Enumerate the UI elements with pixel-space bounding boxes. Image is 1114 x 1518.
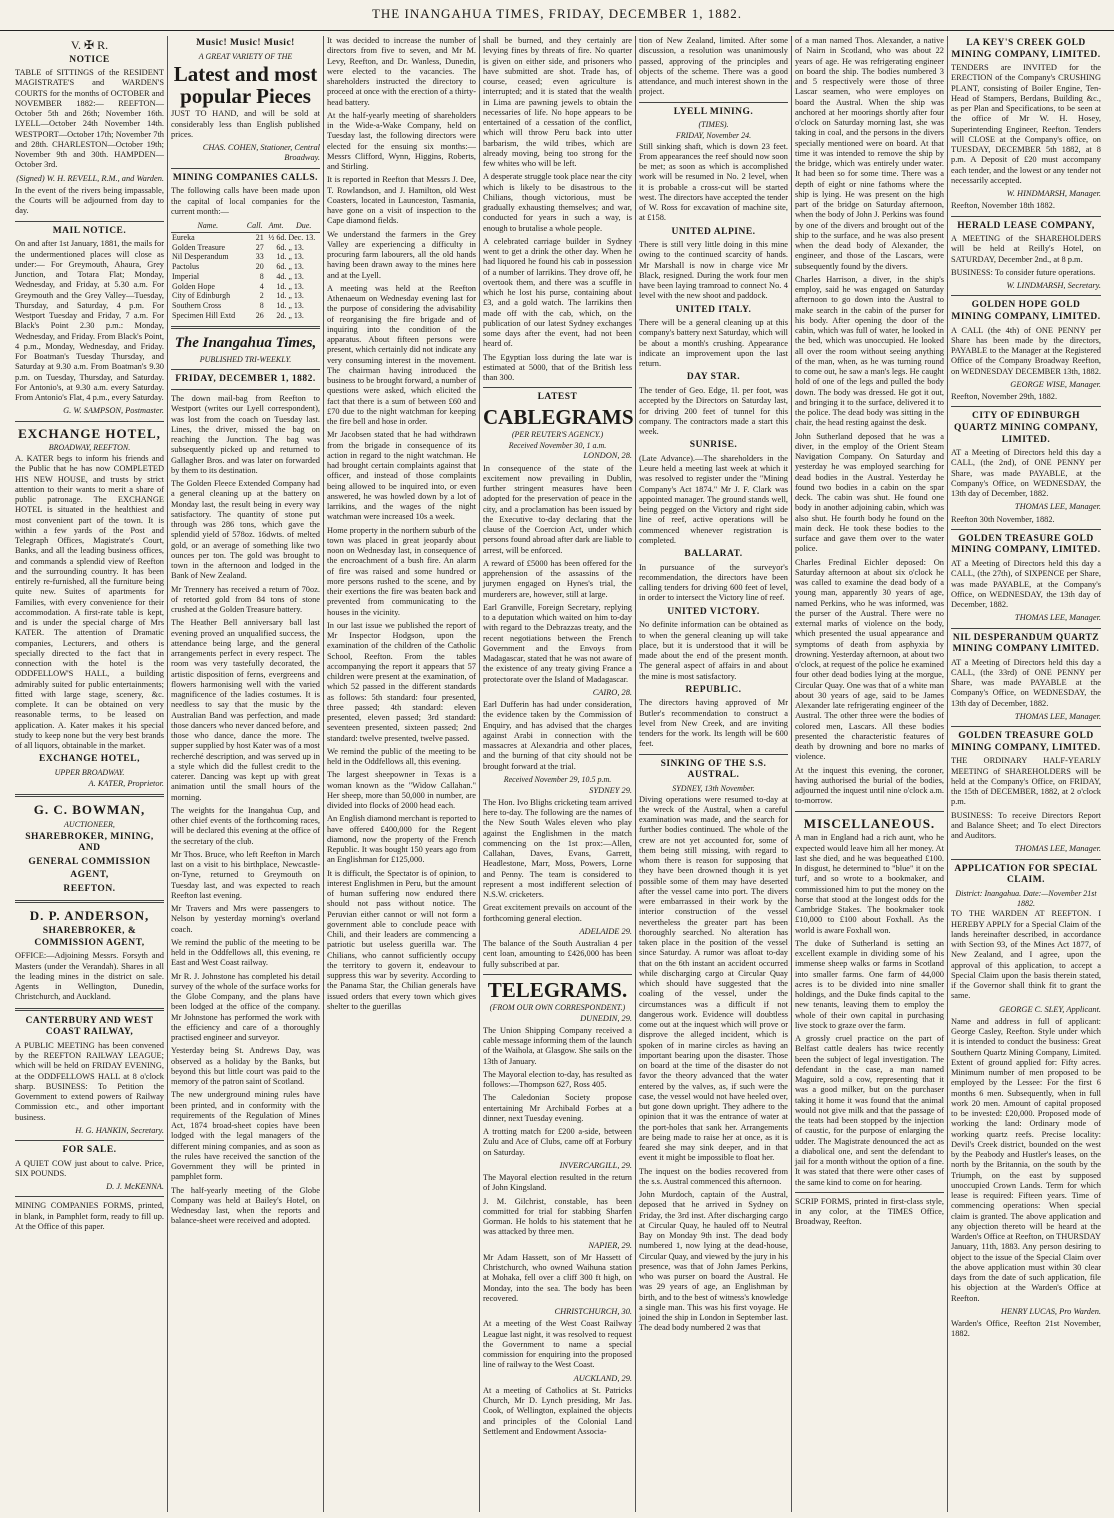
call-company: Imperial — [172, 271, 200, 281]
music-subheading: A GREAT VARIETY OF THE — [198, 51, 293, 61]
hotel-footer-1: EXCHANGE HOTEL, — [39, 754, 140, 765]
bowman-line-1: AUCTIONEER, — [64, 819, 115, 829]
special-claim-signature: GEORGE C. SLEY, Applicant. — [999, 1004, 1101, 1014]
hotel-ad-text: A. KATER begs to inform his friends and the Public that he has now COMPLETED HIS NEW HOUSE, and trusts by strict attention to their wants to merit a share of public patronage. The EXCHANGE HOTEL is situated in the healthiest and most convenient part of the town. It is within a few yards of the Post and Telegraph Offices, Magistrate's Court, Banks, and all the leading business offices, and commands a splendid view of Reefton and the surrounding country. It has been entirely re-furnished, all the furniture being quite new. Suites of apartments for Families, with every convenience for their accommodation. A first-rate table is kept, and is under the special charge of Mrs KATER. The attention of Dramatic companies, Lecturers, and others is specially directed to the fact that in connection with the hotel is the ODDFELLOW'S HALL, a building admirably suited for public entertainments; fitted with large stage, scenery, &c. complete. It can be obtained on very reasonable terms, to be leased on application. A. Kater makes it his special study to keep none but the very best brands of all liquors, obtainable in the market. — [15, 454, 164, 751]
cable-paragraph: The balance of the South Australian 4 per cent loan, amounting to £426,000 has been fully subscribed at par. — [483, 939, 632, 969]
call-number: 20 — [255, 262, 264, 271]
news-paragraph: Mr Travers and Mrs were passengers to Nelson by yesterday morning's overland coach. — [171, 904, 320, 934]
table-row — [171, 232, 320, 242]
call-due: „ 13. — [288, 271, 304, 281]
creek-text: TENDERS are INVITED for the ERECTION of the Company's CRUSHING PLANT, consisting of Boiler Engine, Ten-Head of Stampers, Berdans, Building &c., as per Plan and Specifications, to be seen at the office of Mr W. H. Hosey, Superintending Engineer, Reefton. Tenders will CLOSE at the Company's office, on TUESDAY, DECEMBER 5th 1882, at 8 p.m. A Deposit of £20 must accompany each tender, and the lowest or any tender not necessarily accepted. — [951, 63, 1101, 185]
calls-col-name: Name. — [171, 220, 245, 232]
dateline: SYDNEY 29. — [589, 785, 632, 795]
dateline: CAIRO, 28. — [592, 687, 632, 697]
call-company: Eureka — [172, 232, 195, 242]
dateline: DUNEDIN, 29. — [580, 1013, 632, 1023]
dateline: ADELAIDE 29. — [579, 926, 632, 936]
newspaper-page — [12, 36, 1104, 1512]
nil-desperandum-text: AT a Meeting of Directors held this day a CALL, (the 33rd) of ONE PENNY per Share, was made PAYABLE at the Company's Office, on WEDNESDAY, the 13th day of December, 1882. — [951, 657, 1101, 708]
golden-treasure-2-text: THE ORDINARY HALF-YEARLY MEETING of SHAREHOLDERS will be held at the Company's Office, on FRIDAY, the 15th of DECEMBER, 1882, at 2 o'clock p.m. — [951, 756, 1101, 807]
railway-text: A PUBLIC MEETING has been convened by the REEFTON RAILWAY LEAGUE; which will be held on FRIDAY EVENING, at the ODDFELLOWS HALL at 8 o'clock sharp. BUSINESS: To Petition the Government to extend powers of Railway Commission etc., and other important business. — [15, 1040, 164, 1122]
news-paragraph: It was decided to increase the number of directors from five to seven, and Mr M. Levy, Reefton, and Dr. Wanless, Dunedin, were elected to the vacancies. The shareholders instructed the directory to proceed at once with the erection of a thirty-head battery. — [327, 36, 476, 107]
table-row — [171, 282, 320, 292]
call-number: 33 — [255, 252, 264, 262]
column-7 — [948, 36, 1104, 1512]
call-number: 8 — [259, 301, 264, 310]
united-victory-heading: UNITED VICTORY. — [667, 606, 760, 617]
call-company: Southern Cross — [172, 301, 222, 310]
column-6 — [792, 36, 948, 1512]
call-number: 27 — [255, 242, 264, 252]
hotel-footer-2: UPPER BROADWAY. — [54, 767, 125, 777]
news-paragraph: The Heather Bell anniversary ball last evening proved an unqualified success, the attendance being large, and the general arrangements perfect in every respect. The room was very tastefully decorated, the artistic disposition of ferns, evergreens and flowers harmonising well with the varied magnificence of the ladies costumes. It is needless to say that the music by the Australian Band was perfection, and made those dancers who never danced before, and those who dance, dance the more. The supper supplied by host Kater was of a most recherché description, and was served up in a style which did the fullest credit to the caterer. Dancing was kept up with great animation until the small hours of the morning. — [171, 618, 320, 802]
golden-hope-date: Reefton, November 29th, 1882. — [951, 392, 1058, 402]
ballarat-heading: BALLARAT. — [684, 549, 743, 560]
united-italy-heading: UNITED ITALY. — [675, 304, 752, 315]
golden-treasure-heading: GOLDEN TREASURE GOLD MINING COMPANY, LIMITED. — [951, 533, 1101, 556]
telegram-paragraph: The Union Shipping Company received a cable message informing them of the launch of the Waihola, at Glasgow. She sails on the 13th of January. — [483, 1025, 632, 1066]
sunrise-heading: SUNRISE. — [689, 440, 738, 451]
notice-extra-text: In the event of the rivers being impassable, the Courts will be adjourned from day to day. — [15, 185, 164, 216]
telegram-paragraph: The Caledonian Society propose entertaining Mr Archibald Forbes at a dinner, next Tuesday evening. — [483, 1093, 632, 1123]
day-star-heading: DAY STAR. — [686, 372, 741, 383]
anderson-heading: D. P. ANDERSON, — [29, 908, 150, 924]
news-paragraph: A celebrated carriage builder in Sydney went to get a drink the other day. When he had liquored he found his cab in possession of a number of larrikins. They drove off, he overtook them, and there was a scuffle in which he lost his purse, containing about £3, and a gold watch. The larrikins then made off with the cab, which, on the publication of our latest Sydney exchanges some days after the event, had not been heard of. — [483, 236, 632, 349]
news-paragraph: At the half-yearly meeting of shareholders in the Wide-a-Wake Company, held on Tuesday last, the following directors were elected for the ensuing six months:—Messrs Clifford, Wynn, Higgins, Roberts, and Stirling. — [327, 110, 476, 171]
news-paragraph: The largest sheepowner in Texas is a woman known as the "Widow Callahan." Her sheep, more than 50,000 in number, are divided into flocks of 2000 head each. — [327, 770, 476, 810]
city-edinburgh-date: Reefton 30th November, 1882. — [951, 514, 1055, 524]
day-star-text: The tender of Geo. Edge, 1l. per foot, was accepted by the Directors on Saturday last, for driving 200 feet of tunnel for this company. The contractors made a start this week. — [639, 386, 788, 437]
notice-signature: (Signed) W. H. REVELL, R.M., and Warden. — [16, 173, 164, 183]
received-line: Received November 30, 1 a.m. — [508, 440, 607, 450]
cablegrams-heading: CABLEGRAMS — [483, 404, 634, 429]
news-paragraph: A desperate struggle took place near the city which is likely to be disastrous to the Chilians, though victorious, must be gradually exhausting themselves; and war, conducted for years in such a way, is enough to brutalise a whole people. — [483, 172, 632, 233]
call-company: Nil Desperandum — [172, 252, 229, 262]
music-heading: Music! Music! Music! — [196, 38, 295, 48]
call-due: „ 13. — [288, 262, 304, 271]
call-company: Specimen Hill Extd — [172, 310, 236, 320]
telegram-paragraph: At a meeting of the West Coast Railway League last night, it was resolved to request the Government to name a special commission for enquiring into the proposed line of railway to the West Coast. — [483, 1319, 632, 1370]
telegram-paragraph: Mr Adam Hassett, son of Mr Hassett of Christchurch, who owned Waihuna station at Mohaka, fell over a cliff 300 ft high, on Monday, into the sea. The body has been recovered. — [483, 1252, 632, 1303]
call-number: 2 — [259, 291, 264, 301]
sunrise-text: (Late Advance).—The shareholders in the Leure held a meeting last week at which it was resolved to register under the "Mining Company's Act 1874." Mr J. F. Clark was appointed manager. The ground stands well, being pegged on the Victory and right side line of reef, active operations will be commenced whenever registration is completed. — [639, 453, 788, 545]
table-row — [171, 252, 320, 262]
telegram-paragraph: A trotting match for £200 a-side, between Zulu and Ace of Clubs, came off at Forbury on Saturday. — [483, 1127, 632, 1157]
nil-desperandum-heading: NIL DESPERANDUM QUARTZ MINING COMPANY LIMITED. — [952, 632, 1100, 655]
austral-text-2: The inquest on the bodies recovered from the s.s. Austral commenced this afternoon. — [639, 1166, 788, 1186]
call-due: „ 13. — [288, 242, 304, 252]
column-4 — [480, 36, 636, 1512]
hotel-heading: EXCHANGE HOTEL, — [18, 425, 161, 441]
herald-business: BUSINESS: To consider future operations. — [951, 267, 1096, 277]
royal-crest-icon: V. ✠ R. — [70, 38, 109, 52]
herald-heading: HERALD LEASE COMPANY, — [957, 220, 1095, 231]
cablegrams-subheading: (PER REUTER'S AGENCY.) — [511, 429, 604, 439]
call-number: 8 — [259, 271, 264, 281]
news-paragraph: tion of New Zealand, limited. After some discussion, a resolution was unanimously passed, approving of the principles and objects of the scheme. There was a good attendance, and much interest shown in the project. — [639, 36, 788, 97]
notice-heading: NOTICE — [69, 54, 110, 65]
for-sale-text: A QUIET COW just about to calve. Price, SIX POUNDS. — [15, 1158, 164, 1178]
lyell-mining-sub: (TIMES). — [698, 120, 729, 130]
table-row — [171, 301, 320, 311]
court-sittings-text: TABLE of SITTINGS of the RESIDENT MAGISTRATE'S and WARDEN'S COURTS for the months of OCTOBER and NOVEMBER 1882:— REEFTON—October 5th and 26th; November 16th. LYELL—October 24th November 14th. WESTPORT—October 17th; November 7th and 28th. CHARLESTON—October 19th; November 9th and 30th. HAMPDEN—October 3rd. — [15, 68, 164, 170]
call-amount: 1d. — [276, 301, 287, 310]
dateline: CHRISTCHURCH, 30. — [554, 1307, 632, 1317]
hotel-subheading: BROADWAY, REEFTON. — [48, 443, 131, 453]
news-paragraph: Mr Jacobsen stated that he had withdrawn from the brigade in consequence of its action in regard to the night watchman. He had brought certain complaints against that officer, and instead of those complaints being allowed to be inquired into, or even answered, he was howled down by a lot of larrikins, and the wages of the night watchman were increased 10s a week. — [327, 430, 476, 522]
misc-paragraph: The duke of Sutherland is setting an excellent example in dividing some of his immense sheep walks or farms in Scotland into smaller farms. One farm of 44,000 acres is to be divided into nine smaller holdings, and the Duke finds capital to the new tenants, leaving them to employ the whole of their own capital in purchasing live stock to graze over the farm. — [795, 938, 944, 1030]
calls-table — [171, 220, 320, 321]
call-number: 26 — [255, 310, 264, 320]
cable-paragraph: Great excitement prevails on account of the forthcoming general election. — [483, 903, 632, 923]
news-paragraph: Mr Trennery has received a return of 70oz. of retorted gold from 84 tons of stone crushed at the Golden Treasure battery. — [171, 584, 320, 615]
bowman-heading: G. C. BOWMAN, — [33, 801, 146, 817]
special-claim-warden: HENRY LUCAS, Pro Warden. — [1000, 1306, 1101, 1316]
music-text: JUST TO HAND, and will be sold at considerably less than English published prices. — [171, 109, 320, 139]
column-2 — [168, 36, 324, 1512]
music-big-heading: Latest and most popular Pieces — [173, 62, 318, 109]
call-amount: 2d. — [276, 310, 287, 320]
mail-notice-signature: G. W. SAMPSON, Postmaster. — [63, 406, 164, 416]
austral-heading: SINKING OF THE S.S. AUSTRAL. — [660, 758, 767, 781]
golden-treasure-2-heading: GOLDEN TREASURE GOLD MINING COMPANY, LIMITED. — [951, 731, 1101, 753]
calls-intro: The following calls have been made upon the capital of local companies for the current month:— — [171, 186, 320, 216]
herald-signature: W. LINDMARSH, Secretary. — [1006, 281, 1101, 291]
anderson-line-1: SHAREBROKER, & COMMISSION AGENT, — [34, 926, 145, 948]
news-paragraph: It is reported in Reefton that Messrs J. Dee, T. Rowlandson, and J. Hamilton, old West Coasters, located in Launceston, Tasmania, have gone on a visit of inspection to the Cape diamond fields. — [327, 175, 476, 226]
special-claim-heading: APPLICATION FOR SPECIAL CLAIM. — [954, 863, 1098, 886]
column-1 — [12, 36, 168, 1512]
news-paragraph: The Egyptian loss during the late war is estimated at 5000, that of the British less than 300. — [483, 352, 632, 382]
golden-treasure-text: AT a Meeting of Directors held this day a CALL, (the 27th), of SIXPENCE per Share, was made PAYABLE, at the Company's Office, on WEDNESDAY, the 13th day of December, 1882. — [951, 559, 1101, 610]
misc-paragraph: A grossly cruel practice on the part of Belfast cattle dealers has twice recently been the subject of legal investigation. The defendant in the case, a man named Maguire, sold a cow, representing that it was a good milker, but on the purchaser taking it home it was found that the animal would not give milk and that the passage of the teats had been stopped by the injection of caustic, for the purpose of enlarging the udder. The Magistrate denounced the act as a diabolical one, and sent the defendant to jail for a month without the option of a fine. It was stated that there were other cases of the same kind to come on for hearing. — [795, 1034, 944, 1187]
for-sale-heading: FOR SALE. — [62, 1145, 117, 1156]
news-paragraph: Charles Fredinal Eichler deposed: On Saturday afternoon at about six o'clock he was called to examine the dead body of a young man, apparently 30 years of age, named Perkins, who he was informed, was the purser of the Austral. There were no external marks of violence on the body, which presented the usual appearance and symptoms of death from asphyxia by drowning. Yesterday afternoon, at about two o'clock, at request of the police he examined four other dead bodies lying at the morgue, Circular Quay. One was that of a white man about 30 years of age, said to be James Alexander late refrigerating engineer of the Austral. The other three were the bodies of colored men, Lascars. All these bodies presented the characteristic features of death by drowning and bore no marks of violence. — [795, 557, 944, 762]
news-paragraph: We understand the farmers in the Grey Valley are experiencing a difficulty in procuring farm labourers, all the old hands having been drawn away to the mines here and at the Lyell. — [327, 229, 476, 280]
golden-treasure-signature: THOMAS LEE, Manager. — [1014, 613, 1101, 623]
mail-notice-heading: MAIL NOTICE. — [52, 225, 127, 236]
call-number: 4 — [259, 281, 264, 291]
creek-date: Reefton, November 18th 1882. — [951, 201, 1055, 211]
masthead: THE INANGAHUA TIMES, FRIDAY, DECEMBER 1, 1882. — [0, 0, 1114, 31]
call-due: Dec. 13. — [288, 232, 316, 242]
golden-treasure-2-signature: THOMAS LEE, Manager. — [1014, 844, 1101, 854]
hotel-proprietor: A. KATER, Proprietor. — [88, 778, 164, 788]
telegram-paragraph: J. M. Gilchrist, constable, has been committed for trial for stabbing Sharfen Gorman. He holds to his statement that he was attacked by three men. — [483, 1196, 632, 1237]
latest-heading: LATEST — [537, 392, 578, 403]
dateline: INVERCARGILL, 29. — [559, 1160, 632, 1170]
table-row — [171, 272, 320, 282]
news-paragraph: The down mail-bag from Reefton to Westport (writes our Lyell correspondent), was lost from the coach on Tuesday last. Lines, the driver, missed the bag on reaching the Junction. The bag was subsequently picked up and returned to Gallagher Bros. and was later on forwarded by them to its destination. — [171, 394, 320, 475]
cable-paragraph: Earl Dufferin has had under consideration, the evidence taken by the Commission of Enquiry, and has advised that the charges against Arabi in connection with the massacres at Alexandria and other places, and the burning of that city should not be brought forward at the trial. — [483, 700, 632, 771]
news-paragraph: John Sutherland deposed that he was a diver, in the employ of the Orient Steam Navigation Company. On Saturday and yesterday he was employed searching for dead bodies in the Austral. Yesterday he found two bodies in a cabin on the spar deck. The cabin was shut. He found one body in another adjoining cabin, which was also shut. He fourth body he found on the main deck. He took these bodies to the surface and gave them over to the water police. — [795, 431, 944, 554]
news-paragraph: of a man named Thos. Alexander, a native of Nairn in Scotland, who was about 22 years of age. He was refrigerating engineer on board the ship. The bodies numbered 3 and 5 respectively were those of three Lascar seamen, who were employes on board the Austral. When the ship was anchored at her moorings shortly after four o'clock on Saturday morning last, she was taking in coal, and the persons in the divers specially mentioned were on board. At that time it was intended to remove the ship by the bridge, which was entirely under water. It had been so for some time. There was a depth of eight or nine fathoms where the ship is lying. He was present on the high part of the bridge on Saturday afternoon, when the body of John J. Perkins was found by one of the divers and brought out of the ship to the surface, and he was also present when the dead body of Alexander, the engineer, and those of the Lascars, were subsequently found by the divers. — [795, 36, 944, 271]
paper-subtitle: PUBLISHED TRI-WEEKLY. — [199, 354, 292, 364]
news-paragraph: Mr Thos. Bruce, who left Reefton in March last on a visit to his birthplace, Newcastle-on-Tyne, returned to Greymouth on Tuesday last, and was expected to reach Reefton last evening. — [171, 849, 320, 900]
table-row — [171, 262, 320, 272]
golden-hope-text: A CALL (the 4th) of ONE PENNY per Share has been made by the directors, PAYABLE to the Manager at the Registered Office of the Company Broadway Reefton, on WEDNESDAY DECEMBER 13th, 1882. — [951, 325, 1101, 376]
united-victory-text: No definite information can be obtained as to when the general cleaning up will take place, but it is understood that it will be made about the end of the present month. The general aspect of affairs in and about the mine is most satisfactory. — [639, 620, 788, 681]
call-amount: 1d. — [276, 291, 287, 301]
news-paragraph: At the inquest this evening, the coroner, having authorised the burial of the bodies, adjourned the inquest until nine o'clock a.m. to-morrow. — [795, 765, 944, 806]
dateline: LONDON, 28. — [583, 451, 632, 461]
creek-heading: LA KEY'S CREEK GOLD MINING COMPANY, LIMITED. — [951, 38, 1101, 60]
mining-forms-ad: MINING COMPANIES FORMS, printed, in blank, in Pamphlet form, ready to fill up. At the Office of this paper. — [15, 1201, 164, 1231]
creek-signature: W. HINDMARSH, Manager. — [1006, 189, 1101, 199]
lyell-mining-heading: LYELL MINING. — [673, 106, 754, 117]
bowman-line-2: SHAREBROKER, MINING, AND — [25, 831, 154, 854]
republic-heading: REPUBLIC. — [685, 684, 742, 695]
news-paragraph: It is difficult, the Spectator is of opinion, to interest Englishmen in Peru, but the amount of human suffering now endured there should not pass without notice. The Peruvian either cannot or will not form a government able to conclude peace with Chili, and their leaders are commencing a patriotic but useless guerilla war. The Chilians, who cannot sufficiently occupy the territory to govern it, endeavour to suppress this war by severity. According to the Panama Star, the Chilian generals have issued orders that every town which gives shelter to the guerillas — [327, 868, 476, 1011]
column-5 — [636, 36, 792, 1512]
news-paragraph: The weights for the Inangahua Cup, and other chief events of the forthcoming races, will be declared this evening at the office of the secretary of the club. — [171, 805, 320, 846]
telegram-paragraph: The Mayoral election resulted in the return of John Kingsland. — [483, 1173, 632, 1193]
call-company: City of Edinburgh — [172, 291, 231, 301]
telegram-paragraph: At a meeting of Catholics at St. Patricks Church, Mr D. Lynch presiding, Mr Jas. Cook, of Wellington, explained the objects and principles of the Colonial Land Settlement and Endowment Associa- — [483, 1385, 632, 1436]
news-paragraph: Home property in the northern suburb of the town was placed in great jeopardy about noon on Wednesday last, in consequence of the encroachment of a bush fire. An alarm of fire was raised and some hundred or more persons rushed to the scene, and by their exertions the fire was beaten back and prevented from communicating to the houses in the vicinity. — [327, 525, 476, 617]
herald-text: A MEETING of the SHAREHOLDERS will be held at Reilly's Hotel, on SATURDAY, December 2nd., at 8 p.m. — [951, 234, 1101, 264]
news-paragraph: The new underground mining rules have been printed, and in conformity with the requirements of the Regulation of Mines Act, 1874 broad-sheet copies have been lodged with the legal managers of the different mining companies, and as soon as the rules have received the sanction of the Government they will be printed in pamphlet form. — [171, 1090, 320, 1182]
call-due: „ 13. — [288, 281, 304, 291]
golden-treasure-2-business: BUSINESS: To receive Directors Report and Balance Sheet; and To elect Directors and Auditors. — [951, 810, 1101, 841]
telegrams-heading: TELEGRAMS. — [487, 977, 628, 1002]
telegrams-subheading: (FROM OUR OWN CORRESPONDENT.) — [489, 1002, 626, 1012]
bowman-line-3: GENERAL COMMISSION — [28, 856, 151, 867]
united-alpine-heading: UNITED ALPINE. — [671, 226, 756, 237]
column-3 — [324, 36, 480, 1512]
mail-notice-text: On and after 1st January, 1881, the mails for the undermentioned places will close as under:— For Greymouth, Ahaura, Grey Junction, and Totara Flat; Monday, Wednesday, and Friday, at 5.30 a.m. For Greymouth and the Grey Valley—Tuesday, Thursday, and Saturday, 4 p.m. For Westport Tuesday and Friday, 7 a.m. For Black's Point 2.30 p.m.: Monday, Wednesday, and Friday. From Black's Point, 4 p.m., Monday, Wednesday, and Friday. For Boatman's Tuesday Thursday, and Saturday at 9.30 a.m. From Boatman's 9.30 p.m. on Tuesday, Thursday, and Saturday. For Antonio's, at 9.30 a.m. every Saturday. From Antonio's Flat, 4 p.m., every Saturday. — [15, 239, 164, 403]
calls-col-call: Call. — [245, 220, 265, 232]
ballarat-text: In pursuance of the surveyor's recommendation, the directors have been calling tenders for driving 600 feet of level, in order to intersect the Victory line of reef. — [639, 562, 788, 603]
paper-nameplate: The Inangahua Times, — [174, 334, 317, 351]
telegram-paragraph: The Mayoral election to-day, has resulted as follows:—Thompson 627, Ross 405. — [483, 1069, 632, 1090]
call-amount: ½ 6d. — [268, 232, 287, 242]
call-company: Pactolus — [172, 262, 200, 271]
news-paragraph: A meeting was held at the Reefton Athenaeum on Wednesday evening last for the purpose of considering the advisability of reorganising the fire brigade and of inquiring into the condition of the apparatus. About fifteen persons were present, which certainly did not indicate any very consuming interest in the movement. The chairman having introduced the business to be brought forward, a number of questions were asked, which elicited the fact that there is a sum of between £60 and £70 due to the night watchman for keeping the fire bell and hose in order. — [327, 283, 476, 426]
miscellaneous-heading: MISCELLANEOUS. — [803, 815, 936, 831]
news-paragraph: We remind the public of the meeting to be held in the Oddfellows all, this evening, re East and West Coast railway. — [171, 937, 320, 968]
received-line: Received November 29, 10.5 p.m. — [503, 774, 612, 784]
call-amount: 1d. — [276, 281, 287, 291]
table-row — [171, 291, 320, 301]
calls-col-amt: Amt. — [265, 220, 288, 232]
call-amount: 6d. — [276, 262, 287, 271]
bowman-line-5: REEFTON. — [63, 883, 116, 894]
united-alpine-text: There is still very little doing in this mine owing to the continued scarcity of hands. Mr Marshall is now in charge vice Mr Black, resigned. During the work four men have been laying tramroad to connect No. 4 level with the new shoot and paddock. — [639, 240, 788, 301]
special-claim-text: TO THE WARDEN AT REEFTON. I HEREBY APPLY for a Special Claim of the lands hereinafter described, in accordance with Section 93, of the Mines Act 1877, of New Zealand, and I agree, upon the approval of this application, to accept a Special Claim upon the basis therein stated, if the Governor shall think fit to grant the same. — [951, 909, 1101, 1001]
lyell-mining-text: Still sinking shaft, which is down 23 feet. From appearances the reef should now soon be met; as soon as which is accomplished work will be resumed in No. 2 level, when it is probable a cross-cut will be started west. The directors have accepted the tender of W. Ross for excavation of machine site, at £158. — [639, 141, 788, 223]
bowman-line-4: AGENT, — [70, 870, 109, 881]
news-paragraph: An English diamond merchant is reported to have offered £400,000 for the Regent diamond, now the property of the French Republic. It was bought 150 years ago from an Englishman for £125,000. — [327, 814, 476, 865]
calls-heading: MINING COMPANIES CALLS. — [172, 172, 319, 183]
cable-paragraph: A reward of £5000 has been offered for the apprehension of the assassins of the jurymen engaged on Hynes's trial, the murderers are, however, still at large. — [483, 558, 632, 599]
special-claim-subheading: District: Inangahua. Date:—November 21st 1882. — [955, 888, 1097, 908]
calls-col-due: Due. — [287, 220, 320, 232]
call-due: „ 13. — [288, 301, 304, 310]
paper-date: FRIDAY, DECEMBER 1, 1882. — [175, 373, 316, 384]
call-company: Golden Hope — [172, 281, 215, 291]
music-signature: CHAS. COHEN, Stationer, Central Broadway. — [202, 143, 320, 163]
austral-text: Diving operations were resumed to-day at the wreck of the Austral, when a careful examination was made, and the search for further bodies continued. The whole of the crew are not yet accounted for, some of them being still missing, with regard to whom there is reason for supposing that they have been drowned though it is yet possible some of them may have deserted after the vessel came into port. The divers were embarrassed in their work by the interior construction of the vessel nevertheless the greater part has been thoroughly searched. No alteration has taken place in the position of the vessel since Saturday. A rumor was afloat to-day that on the 6th instant an accident occurred while discharging cargo at Circular Quay which should have suggested that the coaling of the vessel, under the circumstances was a difficult if not dangerous work. Evidence will doubtless come out at the inquest which will prove or disprove the alleged incident, which is spoken of in marine circles as having an important bearing upon the disaster. Those on board at the time of the disaster do not favor the theory advanced that the water entered by the valves, as, if such were the case, the vessel would not have heeled over, but gone down upright. They adhere to the opinion that it was the entrance of water at the port-holes that sank her. Arrangements are being made to raise her at once, as it is feared she may sink deeper, and in that event it might be impossible to float her. — [639, 794, 788, 1163]
special-claim-date: Warden's Office, Reefton 21st November, 1882. — [951, 1319, 1101, 1339]
news-paragraph: The half-yearly meeting of the Globe Company was held at Bailey's Hotel, on Wednesday last, when the reports and balance-sheet were received and adopted. — [171, 1185, 320, 1226]
table-row — [171, 243, 320, 253]
news-paragraph: Mr R. J. Johnstone has completed his detail survey of the whole of the surface works for the Globe Company, and the plans have been lodged at the office of the company. Mr Johnstone has performed the work with the efficiency and care of a thoroughly practised engineer and surveyor. — [171, 971, 320, 1043]
news-paragraph: The Golden Fleece Extended Company had a general cleaning up at the battery on Monday last, the result being in every way satisfactory. The quantity of stone put through was 286 tons, which gave the splendid yield of 578oz. 16dwts. of melted gold, or an average of something like two ounces per ton. The gold was brought to town in the afternoon and lodged in the Bank of New Zealand. — [171, 479, 320, 581]
lyell-mining-dateline: FRIDAY, November 24. — [675, 130, 752, 140]
news-paragraph: shall be burned, and they certainly are levying fines by threats of fire. No quarter is given on either side, and prisoners who have submitted are shot. Trade has, of course, ceased; even agriculture is interrupted; and it is stated that the wealth in Lima are pawning jewels to obtain the necessaries of life. No hope appears to be entertained of a cessation of the conflict, which will throw Peru back into utter barbarism, the wild tribes, which are already moving, being too strong for the few whites who will be left. — [483, 36, 632, 168]
news-paragraph: Charles Harrison, a diver, in the ship's employ, said he was engaged on Saturday afternoon to go down into the Austral to make search in the cabin of the purser for his body. After opening the door of the cabin, which was full of water, he looked in the bed, which was unoccupied. He looked all over the room without seeing anything of the man, when, as he was turning round to come out, he saw a man's legs. He caught hold of one of the legs and pulled the body down. The body was dressed. He got it out, and bringing it to the surface, delivered it to the police. The dead body was sitting in the chair, the head resting against the desk. — [795, 274, 944, 428]
republic-text: The directors having approved of Mr Butler's recommendation to construct a level from New Creek, and are inviting tenders for the work. Its length will be 600 feet. — [639, 698, 788, 749]
city-edinburgh-heading: CITY OF EDINBURGH QUARTZ MINING COMPANY, LIMITED. — [954, 411, 1098, 445]
united-italy-text: There will be a general cleaning up at this company's battery next Saturday, which will be about a month's crushing. Appearance indicate an improvement upon the last return. — [639, 318, 788, 369]
special-claim-details: Name and address in full of applicant: George Casley, Reefton. Style under which it is intended to conduct the business: Great Southern Quartz Mining Company, Limited. Extent of ground applied for: Fifty acres. Minimum number of men proposed to be employed by the Lessee: For the first 6 months 6 men. Subsequently, when in full work 20 men. Amount of capital proposed to be invested: £20,000. Proposed mode of working the land: Ordinary mode of working quartz reefs. Precise locality: Devil's Creek district, bounded on the west by the Peabody and Hustler's leases, on the north by the Britannia, on the south by the Triumph, on the east by supposed unoccupied Crown Lands. Term for which lease is required: Fifteen years. Time of commencing operations: When special claim is granted. The above application and any objection thereto will be heard at the Warden's Office at Reefton, on THURSDAY January, 11th, 1883. Any person desiring to object to the issue of the Special Claim over the above application must within 30 clear days from the date of such application, file his objection at the Warden's Office at Reefton. — [951, 1016, 1102, 1303]
cable-paragraph: Earl Granville, Foreign Secretary, replying to a deputation which waited on him to-day with regard to the Debrazzas treaty, and the recent negotiations between the French Government and the Envoys from Madagascar, stated that he was not aware of the existence of any treaty giving France a protectorate over the Island of Madagascar. — [483, 602, 632, 684]
nil-desperandum-signature: THOMAS LEE, Manager. — [1014, 711, 1101, 721]
call-amount: 1d. — [276, 252, 287, 262]
city-edinburgh-text: AT a Meeting of Directors held this day a CALL, (the 2nd), of ONE PENNY per Share, was made PAYABLE, at the Company's Office, on WEDNESDAY, the 13th day of December, 1882. — [951, 448, 1101, 499]
cable-paragraph: In consequence of the state of the excitement now prevailing in Dublin, further stringent measures have been adopted for the preservation of peace in the city, and a proclamation has been issued by the Executive to-day declaring that the clause of the Coercion Act, under which persons found abroad after dark are liable to arrest, will be enforced. — [483, 463, 632, 555]
anderson-text: OFFICE:—Adjoining Messrs. Forsyth and Masters (under the Verandah). Shares in all the leading mines in the district on sale. Agents in Wellington, Dunedin, Christchurch, and Auckland. — [15, 951, 164, 1002]
table-row — [171, 311, 320, 321]
city-edinburgh-signature: THOMAS LEE, Manager. — [1014, 502, 1101, 512]
railway-heading: CANTERBURY AND WEST COAST RAILWAY, — [25, 1015, 154, 1038]
railway-signature: H. G. HANKIN, Secretary. — [75, 1125, 164, 1135]
scrip-forms-ad: SCRIP FORMS, printed in first-class style, in any color, at the TIMES Office, Broadway, Reefton. — [795, 1196, 944, 1227]
call-amount: 4d. — [276, 271, 287, 281]
news-paragraph: Yesterday being St. Andrews Day, was observed as a holiday by the Banks, but beyond this but little court was paid to the memory of the patron saint of Scotland. — [171, 1046, 320, 1087]
call-company: Golden Treasure — [172, 242, 226, 252]
cable-paragraph: The Hon. Ivo Blighs cricketing team arrived here to-day. The following are the names of the New South Wales eleven who play against the Englishmen in the match commencing on the 1st prox:—Allen, Callahan, Daves, Evans, Garrett, Headlestone, Marr, Moss, Powers, Lorne and Penny. The team is considered to represent a most indifferent selection of N.S.W. cricketers. — [483, 797, 632, 900]
misc-paragraph: A man in England had a rich aunt, who he expected would leave him all her money. At last she died, and he was bequeathed £100. In disgust, he determined to "blue" it on the turf, and so wrote to a bookmaker, and commissioned him to put the money on the horse that stood at the longest odds for the Cambridge Stakes. The bookmaker took £10,000 to £100 about Foxhall. As the world is aware Foxhall won. — [795, 833, 944, 935]
golden-hope-heading: GOLDEN HOPE GOLD MINING COMPANY, LIMITED. — [951, 300, 1101, 323]
dateline: AUCKLAND, 29. — [573, 1373, 632, 1383]
call-number: 21 — [255, 232, 264, 242]
call-due: „ 13. — [288, 252, 304, 262]
golden-hope-signature: GEORGE WISE, Manager. — [1010, 379, 1101, 389]
dateline: NAPIER, 29. — [588, 1240, 632, 1250]
news-paragraph: We remind the public of the meeting to be held in the Oddfellows all, this evening. — [327, 746, 476, 766]
call-due: „ 13. — [288, 291, 304, 301]
for-sale-signature: D. J. McKENNA. — [106, 1182, 164, 1192]
news-paragraph: In our last issue we published the report of Mr Inspector Hodgson, upon the examination of the children of the Catholic School, Reefton. From the tables accompanying the report it appears that 57 children were present at the examination, of which 52 passed in the different standards as follows: 5th standard: four presented, three passed; 4th standard: eleven presented, eleven passed; 3rd standard: seventeen presented, sixteen passed; 2nd standard: twelve presented, twelve passed. — [327, 620, 476, 743]
austral-dateline: SYDNEY, 13th November. — [672, 783, 755, 793]
call-amount: 6d. — [276, 242, 287, 252]
austral-text-3: John Murdoch, captain of the Austral, deposed that he arrived in Sydney on Friday, the 3rd inst. After discharging cargo at Circular Quay, he hauled off to Neutral Bay on Monday 9th inst. The dead body numbered 1, now lying at the dead-house, Circular Quay, and viewed by the jury in his presence, was that of John James Perkins, who was purser on board the Austral. He was 29 years of age, an Englishman by birth, and to the best of witness's knowledge a single man. This was his first voyage. He joined the ship in London in September last. The dead body numbered 2 was that — [639, 1190, 788, 1333]
call-due: „ 13. — [288, 310, 304, 320]
